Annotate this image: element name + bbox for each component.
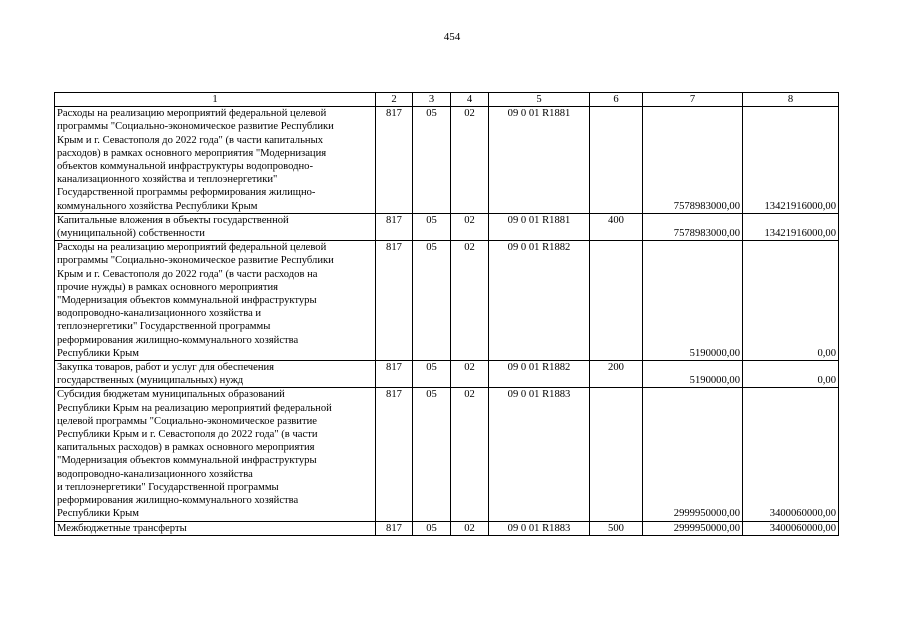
row-amount-col8: 13421916000,00 [743, 107, 839, 214]
row-name: Субсидия бюджетам муниципальных образований Республики Крым на реализацию мероприятий федеральной целевой программы "Социально-экономическое развитие Республики Крым и г. Севастополя до 2022 года" (в части капитальных расходов) в рамках основного мероприятия "Модернизация объектов коммунальной инфраструктуры водопроводно-канализационного хозяйства и теплоэнергетики" Государственной программы реформирования жилищно-коммунального хозяйства Республики Крым [55, 388, 376, 521]
row-amount-col7: 2999950000,00 [643, 388, 743, 521]
row-expense-type [590, 107, 643, 214]
row-subsection: 02 [451, 361, 489, 388]
row-ministry-code: 817 [376, 521, 413, 535]
row-expense-type [590, 388, 643, 521]
row-subsection: 02 [451, 521, 489, 535]
row-target-article: 09 0 01 R1883 [489, 521, 590, 535]
page-number: 454 [443, 31, 461, 43]
row-section: 05 [413, 361, 451, 388]
row-ministry-code: 817 [376, 107, 413, 214]
row-amount-col8: 13421916000,00 [743, 213, 839, 240]
row-ministry-code: 817 [376, 213, 413, 240]
header-cell-1: 1 [55, 93, 376, 107]
header-row [55, 93, 839, 107]
table-row [55, 388, 839, 521]
row-subsection: 02 [451, 107, 489, 214]
row-amount-col7: 7578983000,00 [643, 213, 743, 240]
table-row [55, 521, 839, 535]
row-amount-col8: 0,00 [743, 241, 839, 361]
header-cell-6: 6 [590, 93, 643, 107]
row-amount-col8: 3400060000,00 [743, 388, 839, 521]
header-cell-3: 3 [413, 93, 451, 107]
row-ministry-code: 817 [376, 241, 413, 361]
row-name: Расходы на реализацию мероприятий федеральной целевой программы "Социально-экономическое развитие Республики Крым и г. Севастополя до 2022 года" (в части расходов на прочие нужды) в рамках основного мероприятия "Модернизация объектов коммунальной инфраструктуры водопроводно-канализационного хозяйства и теплоэнергетики" Государственной программы реформирования жилищно-коммунального хозяйства Республики Крым [55, 241, 376, 361]
header-cell-4: 4 [451, 93, 489, 107]
row-expense-type: 200 [590, 361, 643, 388]
table-row [55, 361, 839, 388]
table-row [55, 107, 839, 214]
row-expense-type: 500 [590, 521, 643, 535]
row-expense-type: 400 [590, 213, 643, 240]
header-cell-8: 8 [743, 93, 839, 107]
row-target-article: 09 0 01 R1881 [489, 213, 590, 240]
header-cell-7: 7 [643, 93, 743, 107]
budget-table [54, 92, 839, 536]
row-subsection: 02 [451, 388, 489, 521]
table-row [55, 213, 839, 240]
row-name: Расходы на реализацию мероприятий федеральной целевой программы "Социально-экономическое развитие Республики Крым и г. Севастополя до 2022 года" (в части капитальных расходов) в рамках основного мероприятия "Модернизация объектов коммунальной инфраструктуры водопроводно- канализационного хозяйства и теплоэнергетики" Государственной программы реформирования жилищно- коммунального хозяйства Республики Крым [55, 107, 376, 214]
row-amount-col7: 7578983000,00 [643, 107, 743, 214]
row-amount-col8: 0,00 [743, 361, 839, 388]
table-row [55, 241, 839, 361]
row-section: 05 [413, 521, 451, 535]
row-expense-type [590, 241, 643, 361]
row-name: Капитальные вложения в объекты государственной (муниципальной) собственности [55, 213, 376, 240]
row-target-article: 09 0 01 R1883 [489, 388, 590, 521]
row-amount-col8: 3400060000,00 [743, 521, 839, 535]
row-section: 05 [413, 388, 451, 521]
row-ministry-code: 817 [376, 361, 413, 388]
row-amount-col7: 5190000,00 [643, 361, 743, 388]
header-cell-2: 2 [376, 93, 413, 107]
row-section: 05 [413, 213, 451, 240]
row-amount-col7: 2999950000,00 [643, 521, 743, 535]
row-subsection: 02 [451, 213, 489, 240]
row-target-article: 09 0 01 R1882 [489, 361, 590, 388]
row-section: 05 [413, 241, 451, 361]
row-section: 05 [413, 107, 451, 214]
row-name: Межбюджетные трансферты [55, 521, 376, 535]
row-amount-col7: 5190000,00 [643, 241, 743, 361]
header-cell-5: 5 [489, 93, 590, 107]
row-subsection: 02 [451, 241, 489, 361]
row-ministry-code: 817 [376, 388, 413, 521]
row-target-article: 09 0 01 R1882 [489, 241, 590, 361]
row-name: Закупка товаров, работ и услуг для обеспечения государственных (муниципальных) нужд [55, 361, 376, 388]
row-target-article: 09 0 01 R1881 [489, 107, 590, 214]
